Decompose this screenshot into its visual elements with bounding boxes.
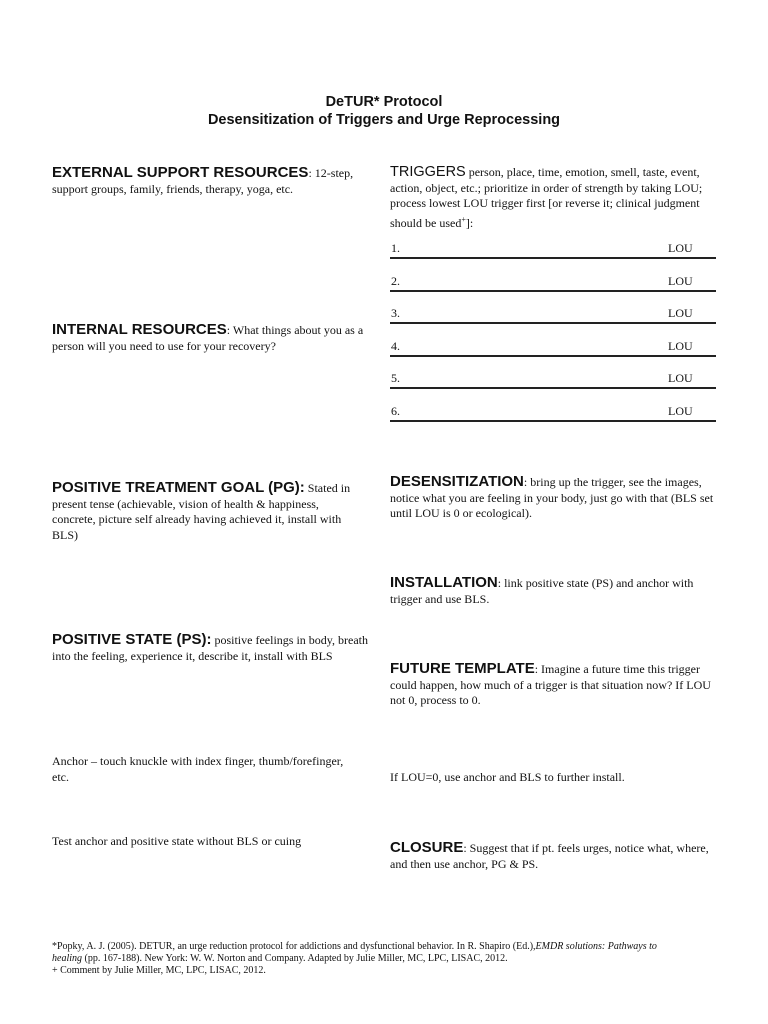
lou-label: LOU [668, 274, 693, 288]
future-template-text: : Imagine a future time this trigger could happen, how much of a trigger is that situation now? If LOU not 0, process to 0. [390, 662, 711, 707]
external-support-heading: EXTERNAL SUPPORT RESOURCES [52, 164, 309, 181]
positive-goal-section [52, 480, 362, 543]
reference-text-end: (pp. 167-188). New York: W. W. Norton and Company. Adapted by Julie Miller, MC, LPC, LISAC, 2012. [82, 952, 508, 964]
positive-state-section [52, 632, 380, 664]
positive-state-heading: POSITIVE STATE (PS): [52, 631, 212, 648]
comment-marker: + [461, 214, 466, 224]
positive-goal-heading: POSITIVE TREATMENT GOAL (PG): [52, 479, 305, 496]
internal-resources-heading: INTERNAL RESOURCES [52, 321, 227, 338]
positive-goal-text: Stated in present tense (achievable, vision of health & happiness, concrete, picture self already having achieved it, install with BLS) [52, 481, 351, 542]
lou-label: LOU [668, 306, 693, 320]
trigger-number: 5. [391, 371, 400, 385]
lou-label: LOU [668, 371, 693, 385]
reference-footnote [52, 941, 672, 964]
trigger-line[interactable] [390, 370, 716, 389]
installation-heading: INSTALLATION [390, 574, 498, 591]
comment-footnote: + Comment by Julie Miller, MC, LPC, LISAC, 2012. [52, 965, 266, 976]
future-template-section [390, 661, 718, 709]
reference-text: *Popky, A. J. (2005). DETUR, an urge reduction protocol for addictions and dysfunctional behavior. In R. Shapiro (Ed.), [52, 941, 536, 952]
closure-text: : Suggest that if pt. feels urges, notice what, where, and then use anchor, PG & PS. [390, 841, 709, 871]
desensitization-section [390, 474, 718, 522]
test-anchor-text: Test anchor and positive state without BLS or cuing [52, 834, 302, 848]
trigger-line[interactable] [390, 338, 716, 357]
installation-section [390, 575, 718, 607]
external-support-section [52, 165, 362, 197]
trigger-line[interactable] [390, 403, 716, 422]
lou-label: LOU [668, 241, 693, 255]
positive-state-text: positive feelings in body, breath into the feeling, experience it, describe it, install with BLS [52, 633, 368, 663]
installation-text: : link positive state (PS) and anchor with trigger and use BLS. [390, 576, 694, 606]
internal-resources-text: : What things about you as a person will you need to use for your recovery? [52, 323, 364, 353]
triggers-text: person, place, time, emotion, smell, taste, event, action, object, etc.; prioritize in order of strength by taking LOU; process lowest LOU trigger first [or reverse it; clinical judgment should be used [390, 165, 703, 230]
closure-section [390, 840, 710, 872]
external-support-text: : 12-step, support groups, family, friends, therapy, yoga, etc. [52, 166, 354, 196]
desensitization-heading: DESENSITIZATION [390, 473, 524, 490]
trigger-number: 2. [391, 274, 400, 288]
trigger-line[interactable] [390, 240, 716, 259]
desensitization-text: : bring up the trigger, see the images, notice what you are feeling in your body, just go with that (BLS set until LOU is 0 or ecological). [390, 475, 714, 520]
closure-heading: CLOSURE [390, 839, 464, 856]
reference-book-title: EMDR solutions: Pathways to healing [52, 941, 657, 964]
trigger-line[interactable] [390, 305, 716, 324]
document-title: DeTUR* Protocol [325, 94, 443, 110]
internal-resources-section [52, 322, 378, 354]
triggers-section [390, 165, 718, 231]
triggers-heading: TRIGGERS [390, 164, 466, 180]
trigger-number: 4. [391, 339, 400, 353]
future-template-heading: FUTURE TEMPLATE [390, 660, 535, 677]
triggers-text-end: ]: [465, 215, 474, 230]
trigger-line[interactable] [390, 273, 716, 292]
lou-label: LOU [668, 339, 693, 353]
trigger-number: 6. [391, 404, 400, 418]
trigger-number: 1. [391, 241, 400, 255]
lou-zero-text: If LOU=0, use anchor and BLS to further install. [390, 770, 625, 784]
anchor-text: Anchor – touch knuckle with index finger, thumb/forefinger, etc. [52, 754, 344, 784]
trigger-number: 3. [391, 306, 400, 320]
lou-label: LOU [668, 404, 693, 418]
document-subtitle: Desensitization of Triggers and Urge Reprocessing [207, 112, 561, 128]
